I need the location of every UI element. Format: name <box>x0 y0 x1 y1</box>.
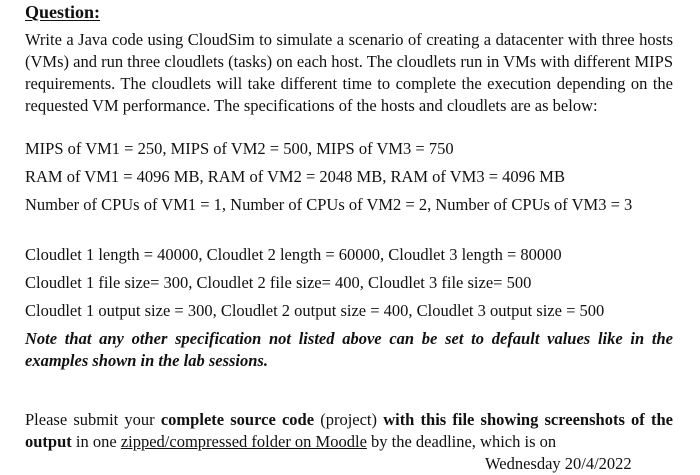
submit-text-5: in one <box>71 432 121 451</box>
submit-text-7: by the deadline, which is on <box>366 432 557 451</box>
submit-text-3: (project) <box>314 410 384 429</box>
submit-text-1: Please submit your <box>25 410 161 429</box>
spec-cloudlet-length-line: Cloudlet 1 length = 40000, Cloudlet 2 length = 60000, Cloudlet 3 length = 80000 <box>25 245 562 264</box>
default-values-note: Note that any other specification not listed above can be set to default values like in the examples shown in the lab sessions. <box>25 329 673 370</box>
submit-text-6: zipped/compressed folder on Moodle <box>120 432 367 451</box>
cutoff-text-line <box>25 453 673 473</box>
spec-cloudlet-file-size-line: Cloudlet 1 file size= 300, Cloudlet 2 file size= 400, Cloudlet 3 file size= 500 <box>25 273 532 292</box>
spec-cpus-line: Number of CPUs of VM1 = 1, Number of CPUs of VM2 = 2, Number of CPUs of VM3 = 3 <box>25 195 633 214</box>
spec-cloudlet-output-size-line: Cloudlet 1 output size = 300, Cloudlet 2 output size = 400, Cloudlet 3 output size = 500 <box>25 301 605 320</box>
question-intro-paragraph: Write a Java code using CloudSim to simulate a scenario of creating a datacenter with three hosts (VMs) and run three cloudlets (tasks) on each host. The cloudlets run in VMs with different MIPS requirements. The cloudlets will take different time to complete the execution depending on the requested VM performance. The specifications of the hosts and cloudlets are as below: <box>25 30 673 115</box>
deadline-partial-text: Wednesday 20/4/2022 <box>485 454 632 473</box>
submit-text-4: with this file showing screenshots of the output <box>25 410 673 451</box>
submission-instructions <box>25 409 673 453</box>
submit-text-2: complete source code <box>160 410 315 429</box>
spec-ram-line: RAM of VM1 = 4096 MB, RAM of VM2 = 2048 MB, RAM of VM3 = 4096 MB <box>25 167 565 186</box>
spec-mips-line: MIPS of VM1 = 250, MIPS of VM2 = 500, MIPS of VM3 = 750 <box>25 139 454 158</box>
question-heading: Question: <box>25 2 101 22</box>
